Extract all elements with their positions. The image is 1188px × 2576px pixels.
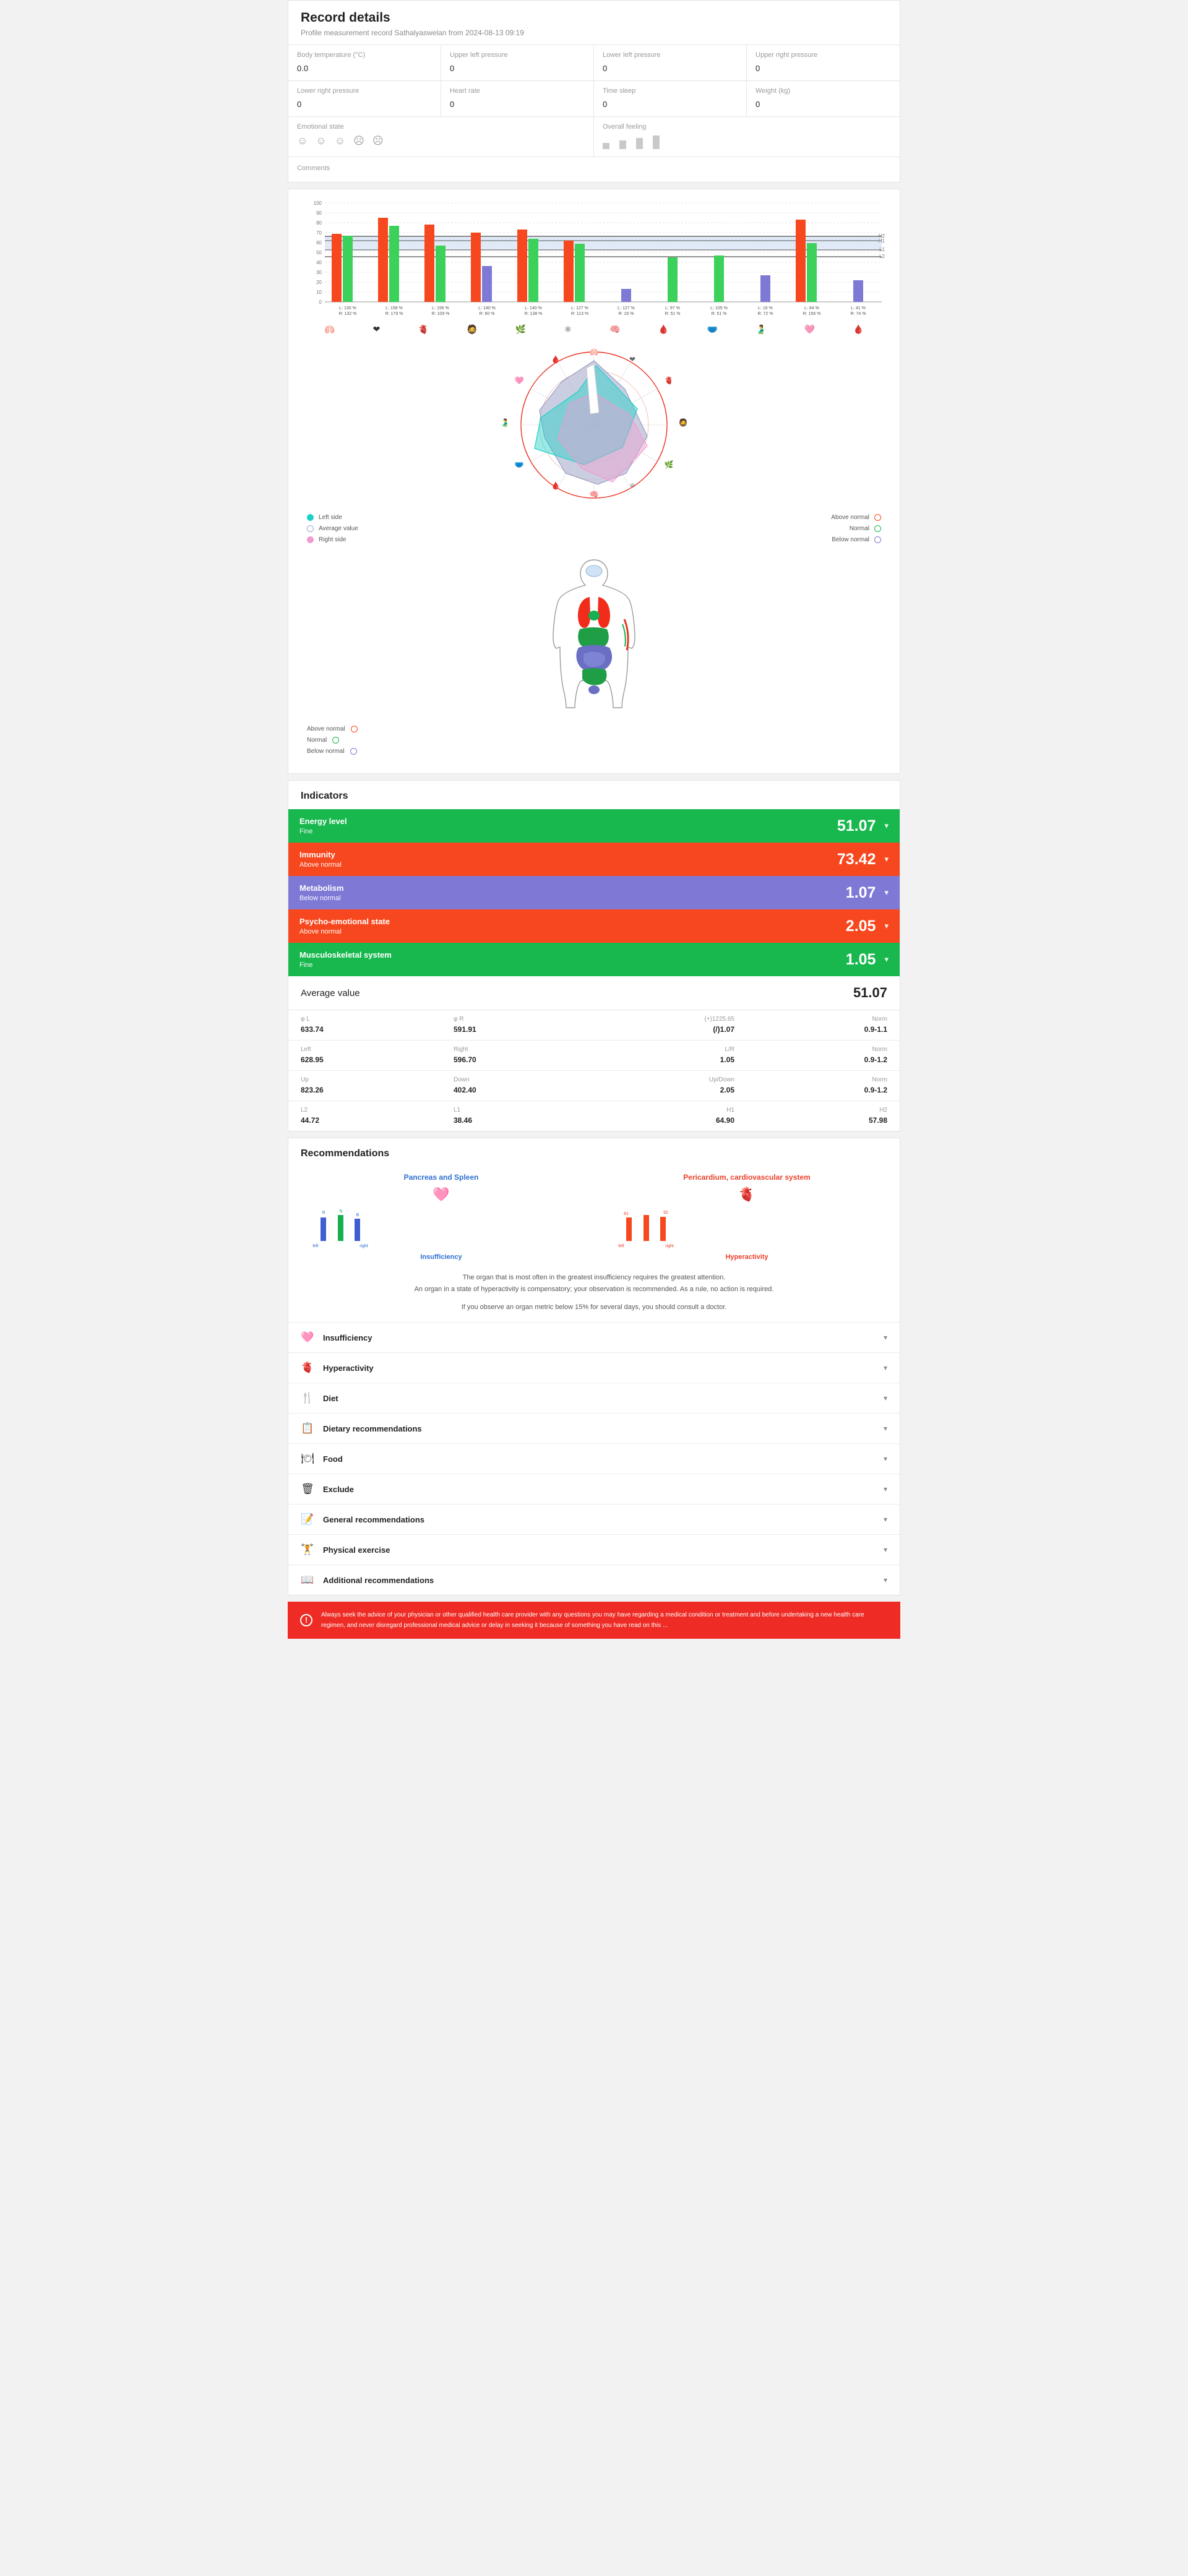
legend-dot-below-normal-icon [350,748,357,755]
feeling-bar-1-icon[interactable] [603,143,609,149]
legend-label: Above normal [307,726,345,732]
stat-h2 [747,1101,900,1131]
general-recommendations-icon: 📝 [301,1513,314,1526]
svg-text:R: 113 %: R: 113 % [570,312,589,316]
svg-text:L1: L1 [879,247,885,252]
stat-value: 0.9-1.2 [864,1086,887,1094]
legend-item-above-normal [831,514,881,521]
recommendation-pancreas-spleen [288,1173,594,1261]
accordion-label: Additional recommendations [323,1575,434,1585]
field-value[interactable]: 0 [755,100,760,109]
body-legend-normal [307,737,900,744]
accordion-label: Dietary recommendations [323,1423,422,1433]
field-label: Lower right pressure [297,87,359,95]
stat-value: 2.05 [720,1086,734,1094]
field-label: Weight (kg) [755,87,791,95]
accordion-label: Food [323,1454,343,1464]
recommendation-columns [288,1167,900,1263]
radar-icon-9: 🫃 [500,418,510,427]
indicator-name: Psycho-emotional state [299,917,390,926]
indicator-row-metabolism[interactable] [288,876,900,909]
svg-text:100: 100 [313,200,322,206]
recommendation-note-1 [288,1263,900,1297]
svg-text:B: B [356,1213,359,1217]
body-legend-below-normal [307,748,900,755]
indicator-value: 1.07 [845,883,876,901]
stats-table [288,1010,900,1131]
accordion-exclude[interactable] [288,1474,900,1504]
svg-text:H1: H1 [878,238,885,244]
field-label: Upper right pressure [755,51,818,59]
svg-text:20: 20 [316,280,322,285]
svg-text:L: 97 %: L: 97 % [665,306,680,311]
accordion-label: Exclude [323,1484,354,1494]
stat-phi-left [288,1010,441,1040]
page-title: Record details [301,11,390,25]
bar-chart [288,198,900,335]
legend-item-normal [831,525,881,532]
record-details-header [288,1,900,45]
food-icon: 🍽 [301,1453,314,1465]
field-label: Time sleep [603,87,636,95]
stat-value: 1.05 [720,1055,734,1064]
stat-l2 [288,1101,441,1131]
field-label: Body temperature (°C) [297,51,366,59]
field-lower-right-pressure [288,81,441,117]
emoji-smile-icon[interactable]: ☺ [316,135,327,147]
hyperactivity-icon: 🫀 [301,1362,314,1374]
comments-label[interactable]: Comments [297,165,330,172]
nervous-system-icon[interactable]: 🧠 [609,324,621,334]
field-value[interactable]: 0.0 [297,64,309,73]
stat-key: L2 [301,1107,308,1114]
large-intestine-icon[interactable]: ⚛ [564,324,572,334]
svg-text:60: 60 [316,240,322,246]
stat-value: 0.9-1.1 [864,1025,887,1034]
note-line-1: The organ that is most often in the greatest insufficiency requires the greatest attention. [462,1274,726,1281]
stat-value: 64.90 [715,1116,734,1125]
field-time-sleep [594,81,747,117]
field-value[interactable]: 0 [603,100,608,109]
stat-key: (+)1225.65 [704,1016,734,1023]
svg-text:R: 51 %: R: 51 % [711,312,727,316]
stat-down [441,1071,594,1101]
svg-text:L: 140 %: L: 140 % [525,306,542,311]
legend-dot-below-normal-icon [874,536,881,543]
legend-item-right-side [307,536,358,543]
indicator-row-psycho-emotional-state[interactable] [288,909,900,943]
stat-key: H2 [879,1107,887,1114]
svg-text:right: right [359,1244,368,1248]
radar-icon-2: 🫀 [664,376,674,385]
indicator-state: Above normal [299,861,342,869]
indicator-name: Metabolism [299,883,344,893]
accordion-dietary-recommendations[interactable] [288,1413,900,1443]
svg-text:R: 74 %: R: 74 % [850,312,866,316]
legend-label: Right side [319,536,346,543]
stat-up [288,1071,441,1101]
accordion-general-recommendations[interactable] [288,1504,900,1534]
legend-dot-cyan-icon [307,514,314,521]
record-fields-grid [288,45,900,117]
field-value[interactable]: 0 [755,64,760,73]
report-page [288,0,900,1639]
radar-chart [288,335,900,509]
legend-label: Below normal [832,536,869,543]
stat-l1 [441,1101,594,1131]
record-state-row [288,117,900,157]
accordion-label: Hyperactivity [323,1363,374,1373]
recommendations-card [288,1138,900,1595]
feeling-bar-3-icon[interactable] [636,138,643,149]
accordion-additional-recommendations[interactable] [288,1565,900,1595]
recommendation-pericardium-cardiovascular [594,1173,900,1261]
stat-value: 633.74 [301,1025,324,1034]
svg-text:50: 50 [316,250,322,255]
average-value: 51.07 [853,985,887,1000]
field-upper-right-pressure [747,45,900,81]
chevron-down-icon[interactable]: ▾ [883,1485,887,1494]
svg-text:70: 70 [316,230,322,236]
chevron-down-icon[interactable]: ▾ [883,1363,887,1373]
stat-key: φ L [301,1016,310,1023]
stat-norm-1 [747,1010,900,1040]
emoji-angry-icon[interactable]: ☹ [372,135,384,147]
svg-text:L: 140 %: L: 140 % [478,306,496,311]
body-legend-above-normal [307,726,900,732]
field-value[interactable]: 0 [450,100,455,109]
spleen-icon[interactable]: 🩷 [804,324,816,334]
chevron-down-icon[interactable]: ▾ [884,921,889,930]
spleen-icon: 🩷 [433,1187,450,1202]
stat-key: Norm [872,1076,887,1083]
stat-value: (/)1.07 [713,1025,734,1034]
radar-icon-10: 🩷 [514,376,524,385]
recommendation-caption: Insufficiency [420,1253,462,1261]
chevron-down-icon[interactable]: ▾ [884,955,889,964]
svg-text:L2: L2 [879,254,885,259]
emoji-sad-icon[interactable]: ☹ [353,135,364,147]
field-label: Upper left pressure [450,51,508,59]
svg-text:L: 130 %: L: 130 % [339,306,356,311]
average-value-label: Average value [301,987,360,998]
stat-key: Down [454,1076,470,1083]
indicator-value: 51.07 [837,817,876,835]
radar-icon-1: ❤ [629,355,636,364]
emotional-state-group [288,117,594,157]
radar-icon-7: 🩸 [551,481,561,490]
field-value[interactable]: 0 [603,64,608,73]
stat-key: Norm [872,1046,887,1053]
svg-text:R: 72 %: R: 72 % [757,312,773,316]
svg-text:R: 16 %: R: 16 % [618,312,634,316]
radar-icon-11: 🩸 [551,355,561,364]
stat-key: L/R [725,1046,734,1053]
note-line-2: An organ in a state of hyperactivity is compensatory; your observation is recommended. As a rule, no action is required. [414,1285,774,1293]
accordion-insufficiency[interactable] [288,1322,900,1352]
stat-value: 402.40 [454,1086,476,1094]
legend-item-below-normal [831,536,881,543]
overall-feeling-group [594,117,900,157]
pericardium-icon[interactable]: ❤ [372,324,381,334]
medical-disclaimer-banner [288,1602,900,1639]
circulatory-icon[interactable]: 🩸 [658,324,669,334]
stat-key: φ R [454,1016,464,1023]
field-lower-left-pressure [594,45,747,81]
indicator-name: Immunity [299,850,335,859]
legend-label: Below normal [307,748,345,755]
recommendations-title: Recommendations [301,1148,390,1159]
svg-text:90: 90 [316,210,322,216]
svg-text:left: left [618,1244,624,1248]
indicator-state: Fine [299,961,313,969]
accordion-physical-exercise[interactable] [288,1534,900,1565]
radar-icon-5: ⚛ [629,481,636,490]
accordion-diet[interactable] [288,1383,900,1413]
accordion-hyperactivity[interactable] [288,1352,900,1383]
svg-text:81: 81 [624,1212,629,1216]
stat-value: 823.26 [301,1086,324,1094]
body-map-legend [288,723,900,763]
legend-dot-white-icon [307,525,314,532]
svg-text:N: N [322,1211,325,1215]
indicator-value: 73.42 [837,850,876,868]
radar-icon-8: 🩲 [514,460,524,469]
organ-icon-row [297,322,891,335]
accordion-food[interactable] [288,1443,900,1474]
chevron-down-icon[interactable]: ▾ [884,888,889,897]
stat-h1 [594,1101,747,1131]
radar-icon-top: 🫁 [589,348,599,356]
stat-key: Up/Down [708,1076,734,1083]
svg-text:L: 156 %: L: 156 % [432,306,449,311]
stat-value: 628.95 [301,1055,324,1064]
svg-text:80: 80 [316,220,322,226]
svg-text:92: 92 [663,1211,668,1215]
indicator-row-energy-level[interactable] [288,809,900,843]
radar-icon-6: 🧠 [589,490,599,499]
indicator-state: Fine [299,828,313,835]
legend-dot-normal-icon [332,737,339,744]
radar-icon-3: 🧔 [678,418,688,427]
emoji-happy-icon[interactable]: ☺ [297,135,308,147]
feeling-bar-2-icon[interactable] [619,140,626,149]
field-label: Heart rate [450,87,480,95]
stat-value: 44.72 [301,1116,320,1125]
insufficiency-icon: 🩷 [301,1331,314,1344]
exclude-icon: 🗑 [301,1483,314,1495]
liver-icon[interactable]: 🩲 [707,324,718,334]
recommendation-note-2: If you observe an organ metric below 15% for several days, you should consult a doctor. [461,1303,727,1312]
stat-sum-ratio [594,1010,747,1040]
record-subtitle: Profile measurement record Sathalyaswelan from 2024-08-13 09:19 [301,28,524,37]
chevron-down-icon[interactable]: ▾ [883,1515,887,1524]
legend-label: Above normal [831,514,869,521]
svg-text:L: 127 %: L: 127 % [571,306,588,311]
legend-label: Average value [319,525,358,532]
legend-label: Normal [307,737,327,744]
svg-text:R: 138 %: R: 138 % [524,312,543,316]
svg-text:R: 60 %: R: 60 % [479,312,495,316]
indicators-card [288,780,900,1131]
accordion-label: Diet [323,1393,338,1403]
accordion-label: General recommendations [323,1514,424,1524]
stat-value: 591.91 [454,1025,476,1034]
svg-text:0: 0 [319,299,322,305]
emotional-state-options [297,135,585,146]
svg-text:R: 179 %: R: 179 % [385,312,403,316]
chevron-down-icon[interactable]: ▾ [883,1424,887,1433]
stat-value: 596.70 [454,1055,476,1064]
legend-item-left-side [307,514,358,521]
accordion-label: Physical exercise [323,1545,390,1555]
stat-value: 38.46 [454,1116,473,1125]
emoji-neutral-icon[interactable]: ☺ [334,135,346,147]
svg-text:R: 132 %: R: 132 % [338,312,357,316]
chevron-down-icon[interactable]: ▾ [884,821,889,830]
stat-left-right-ratio [594,1041,747,1070]
heart-icon: 🫀 [738,1187,755,1202]
physical-exercise-icon: 🏋 [301,1543,314,1556]
svg-text:left: left [312,1244,319,1248]
table-row [288,1071,900,1101]
stat-norm-3 [747,1071,900,1101]
field-label: Lower left pressure [603,51,661,59]
svg-text:R: 156 %: R: 156 % [803,312,821,316]
svg-text:L: 16 %: L: 16 % [758,306,773,311]
radar-icon-4: 🌿 [664,460,674,469]
field-body-temperature [288,45,441,81]
stat-key: Right [454,1046,468,1053]
radar-legend [288,509,900,551]
indicators-title: Indicators [301,791,348,801]
disclaimer-text: Always seek the advice of your physician or other qualified health care provider with any questions you may have regarding a medical condition or treatment and before undertaking a new health care regimen, and never disregard professional medical advice or delay in seeking it because of something you have read on this ... [321,1612,864,1629]
chevron-down-icon[interactable]: ▾ [883,1333,887,1342]
svg-text:40: 40 [316,260,322,265]
field-value[interactable]: 0 [297,100,302,109]
small-intestine-icon[interactable]: 🧔 [467,324,478,334]
svg-text:L: 158 %: L: 158 % [385,306,403,311]
field-value[interactable]: 0 [450,64,455,73]
svg-text:10: 10 [316,290,322,295]
exclamation-icon: ! [300,1614,312,1626]
lymph-icon[interactable]: 🌿 [515,324,527,334]
stat-value: 57.98 [868,1116,887,1125]
body-map [288,551,900,723]
svg-text:R: 109 %: R: 109 % [431,312,450,316]
indicator-name: Energy level [299,817,347,826]
record-details-card [288,0,900,182]
legend-dot-pink-icon [307,536,314,543]
kidney-icon[interactable]: 🩸 [853,324,864,334]
accordion-label: Insufficiency [323,1333,372,1342]
stat-value: 0.9-1.2 [864,1055,887,1064]
table-row [288,1101,900,1131]
stat-key: L1 [454,1107,461,1114]
emotional-state-label: Emotional state [297,123,344,131]
stat-norm-2 [747,1041,900,1070]
svg-text:N: N [339,1209,343,1214]
legend-label: Normal [849,525,869,532]
table-row [288,1010,900,1041]
stat-up-down-ratio [594,1071,747,1101]
stat-key: Left [301,1046,311,1053]
stat-key: H1 [726,1107,734,1114]
chevron-down-icon[interactable]: ▾ [883,1454,887,1464]
legend-label: Left side [319,514,342,521]
indicator-value: 2.05 [845,917,876,935]
recommendation-heading: Pericardium, cardiovascular system [683,1173,811,1182]
svg-text:L: 127 %: L: 127 % [618,306,635,311]
svg-text:R: 51 %: R: 51 % [665,312,681,316]
dietary-recommendations-icon: 📋 [301,1422,314,1435]
recommendation-caption: Hyperactivity [725,1253,768,1261]
additional-recommendations-icon: 📖 [301,1574,314,1586]
field-heart-rate [441,81,594,117]
chevron-down-icon[interactable]: ▾ [883,1545,887,1555]
svg-text:30: 30 [316,270,322,275]
svg-text:H2: H2 [878,233,885,239]
indicator-row-immunity[interactable] [288,843,900,876]
stat-right [441,1041,594,1070]
average-value-row [288,976,900,1010]
heart-icon[interactable]: 🫀 [418,324,429,334]
indicator-row-musculoskeletal-system[interactable] [288,943,900,976]
diet-icon: 🍴 [301,1392,314,1404]
indicator-value: 1.05 [845,950,876,968]
stat-key: Norm [872,1016,887,1023]
indicator-state: Below normal [299,895,341,902]
legend-dot-above-normal-icon [874,514,881,521]
table-row [288,1041,900,1071]
stat-left [288,1041,441,1070]
svg-text:L: 105 %: L: 105 % [710,306,728,311]
legend-dot-above-normal-icon [351,726,358,732]
stat-phi-right [441,1010,594,1040]
overall-feeling-options [603,135,891,149]
field-weight [747,81,900,117]
gallbladder-icon[interactable]: 🫃 [755,324,767,334]
indicator-state: Above normal [299,928,342,935]
chevron-down-icon[interactable]: ▾ [883,1394,887,1403]
recommendation-heading: Pancreas and Spleen [403,1173,479,1182]
feeling-bar-4-icon[interactable] [653,135,660,149]
svg-text:L: 84 %: L: 84 % [804,306,819,311]
legend-item-average-value [307,525,358,532]
lungs-icon[interactable]: 🫁 [324,324,335,334]
legend-dot-normal-icon [874,525,881,532]
charts-card [288,189,900,774]
field-upper-left-pressure [441,45,594,81]
overall-feeling-label: Overall feeling [603,123,647,131]
indicator-name: Musculoskeletal system [299,950,392,960]
chevron-down-icon[interactable]: ▾ [883,1576,887,1585]
chevron-down-icon[interactable]: ▾ [884,854,889,864]
svg-text:L: 41 %: L: 41 % [851,306,866,311]
svg-text:right: right [665,1244,674,1248]
stat-key: Up [301,1076,309,1083]
